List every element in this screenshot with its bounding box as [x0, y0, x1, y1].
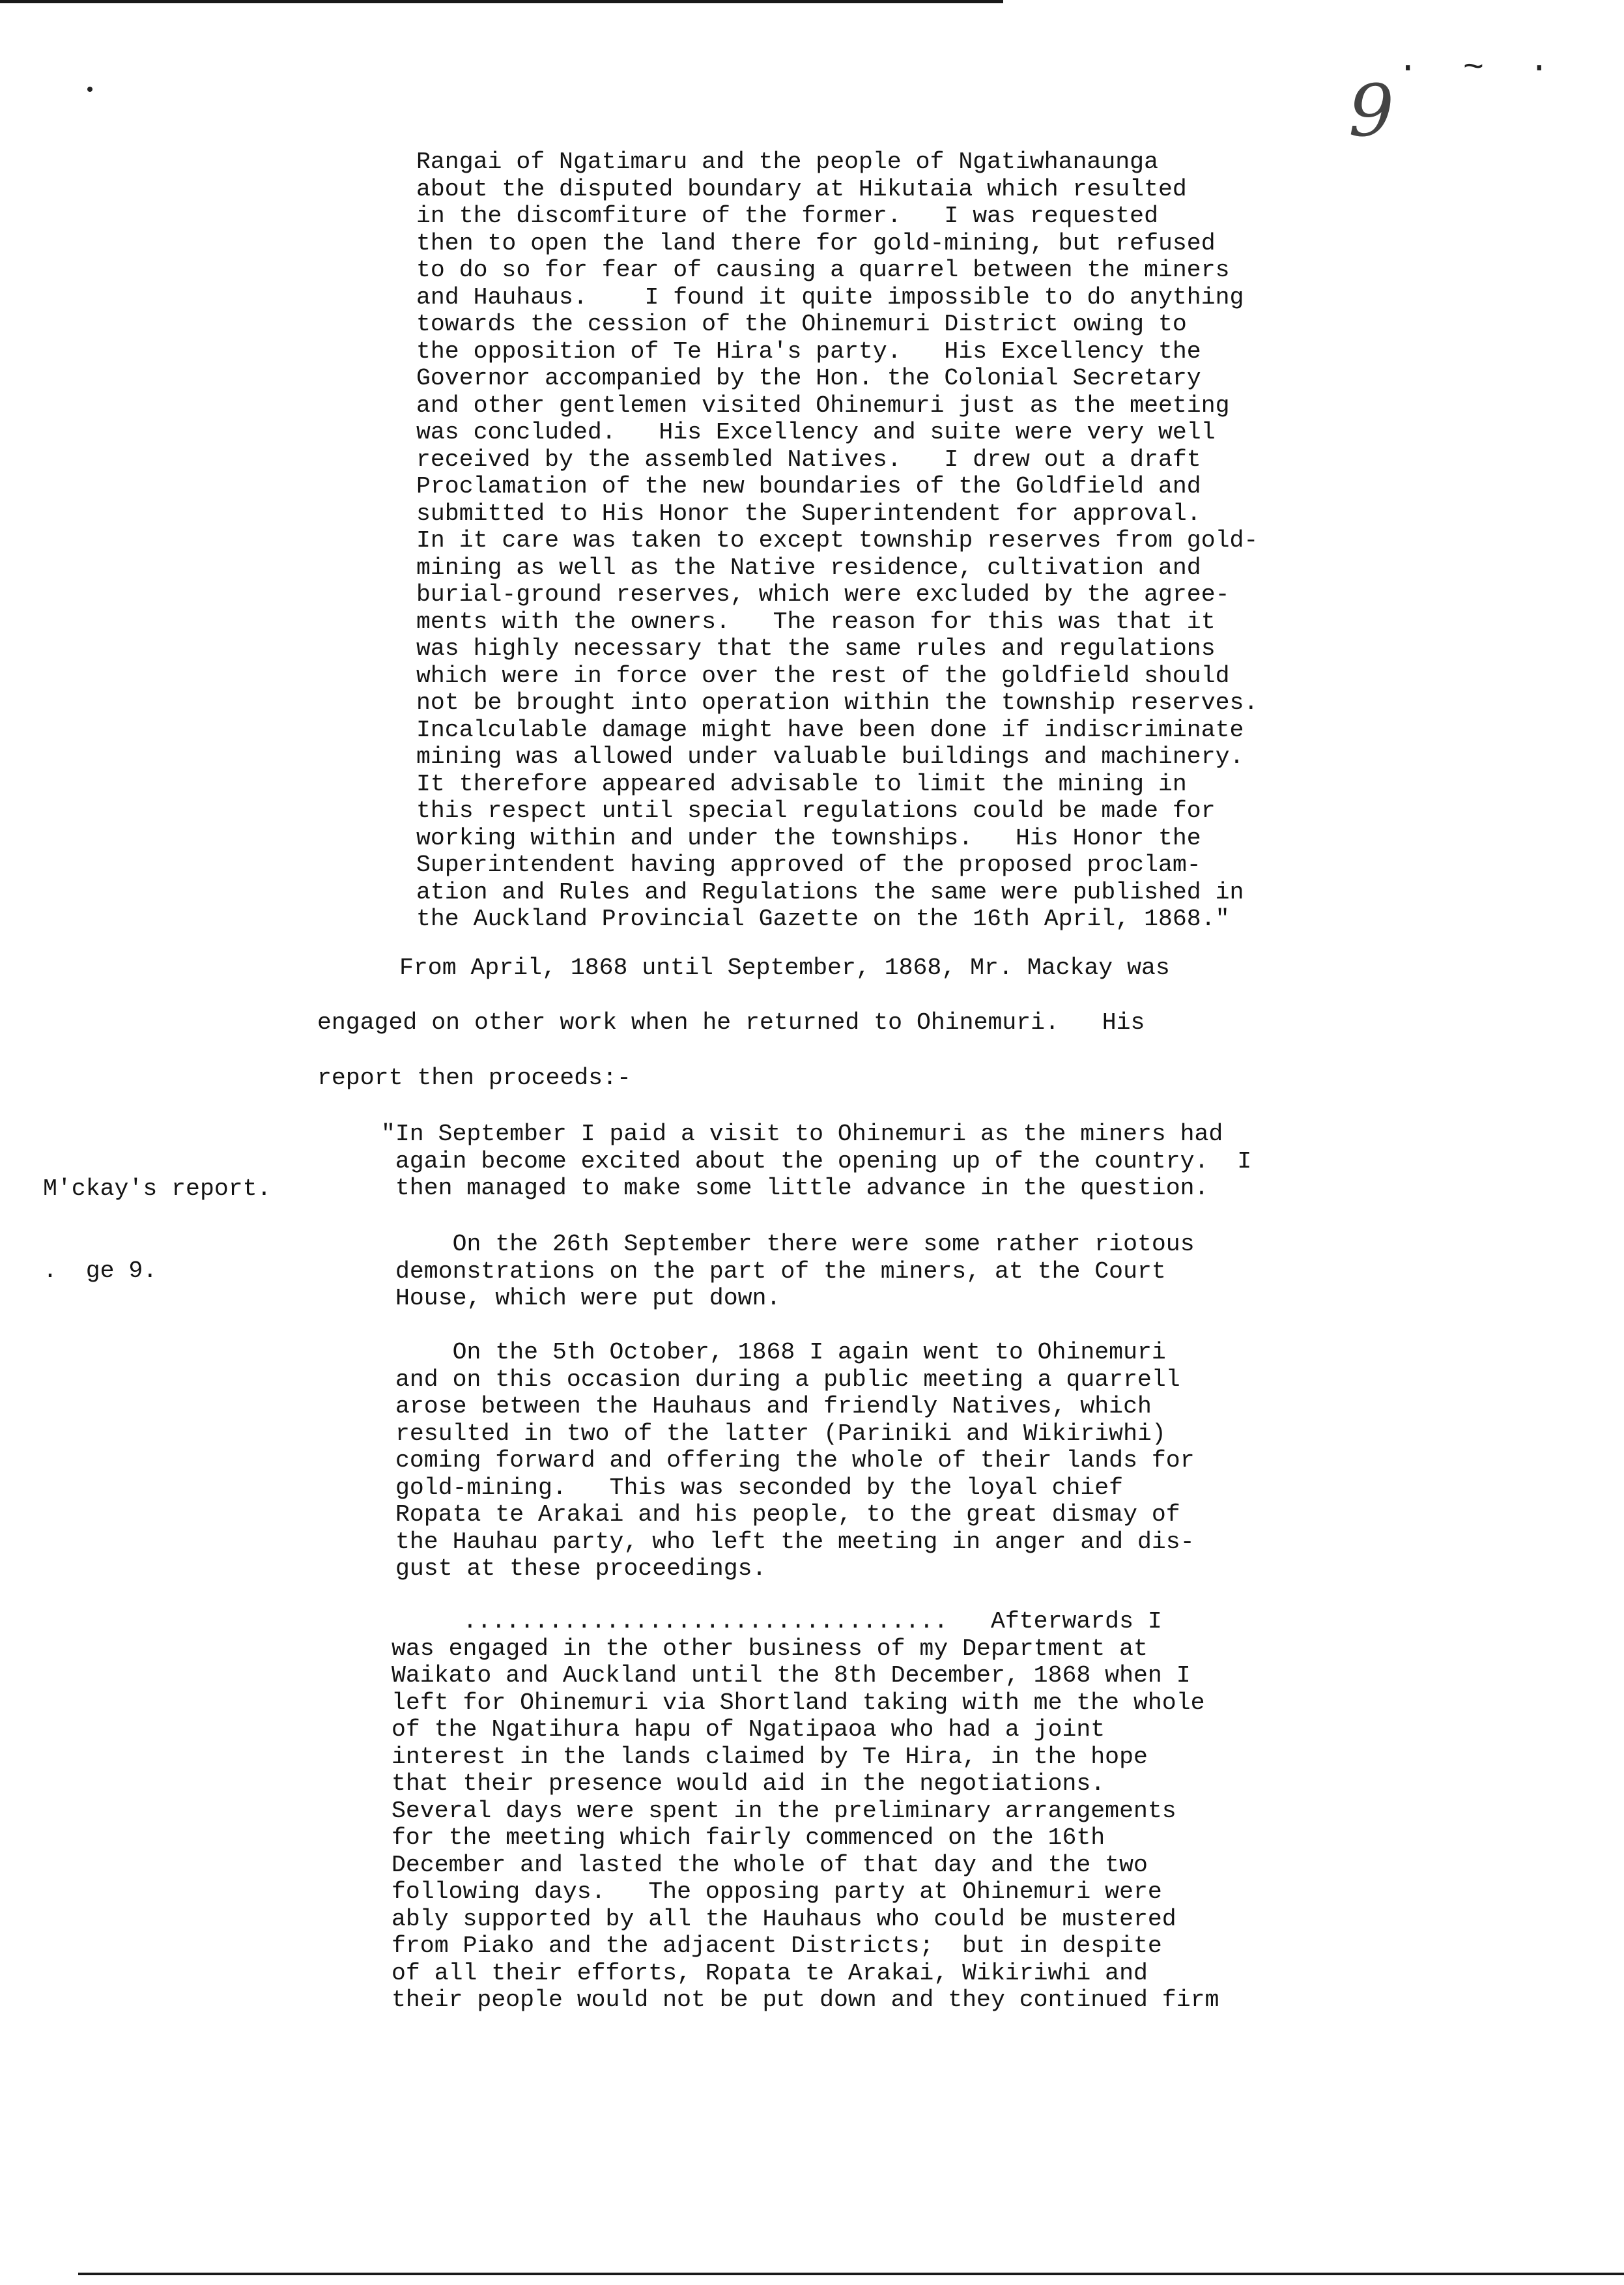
quote-block-2-line: again become excited about the opening up of the country. I	[381, 1147, 1252, 1175]
quote-block-5-line: left for Ohinemuri via Shortland taking with me the whole	[392, 1689, 1205, 1716]
quote-block-4	[395, 1339, 1195, 1583]
quote-block-1-line: about the disputed boundary at Hikutaia which resulted	[416, 175, 1187, 203]
quote-block-5-line: December and lasted the whole of that day and the two	[392, 1851, 1148, 1878]
quote-block-5-line: interest in the lands claimed by Te Hira, in the hope	[392, 1743, 1148, 1770]
quote-block-5-line: Several days were spent in the preliminary arrangements	[392, 1797, 1176, 1824]
quote-block-1-line: to do so for fear of causing a quarrel between the miners	[416, 257, 1230, 283]
quote-block-1-line: was concluded. His Excellency and suite were very well	[416, 419, 1216, 446]
quote-block-1-line: Incalculable damage might have been done if indiscriminate	[416, 716, 1244, 743]
quote-block-1-line: It therefore appeared advisable to limit the mining in	[416, 770, 1187, 798]
quote-block-5-line: for the meeting which fairly commenced on the 16th	[392, 1824, 1105, 1851]
quote-block-5-line: that their presence would aid in the negotiations.	[392, 1770, 1105, 1797]
quote-block-5-line: of the Ngatihura hapu of Ngatipaoa who had a joint	[392, 1716, 1105, 1743]
quote-block-1-line: ation and Rules and Regulations the same were published in	[416, 878, 1244, 906]
quote-block-1-line: and Hauhaus. I found it quite impossible to do anything	[416, 283, 1244, 311]
narrative-line-2: engaged on other work when he returned to Ohinemuri. His	[317, 1009, 1145, 1036]
quote-block-1-line: this respect until special regulations could be made for	[416, 798, 1216, 824]
quote-block-4-line: and on this occasion during a public meeting a quarrell	[395, 1366, 1180, 1393]
quote-block-1-line: mining was allowed under valuable buildings and machinery.	[416, 743, 1244, 770]
quote-block-4-line: arose between the Hauhaus and friendly Natives, which	[395, 1393, 1152, 1420]
corner-marks: · ~ ·	[1397, 49, 1562, 89]
quote-block-1-line: towards the cession of the Ohinemuri District owing to	[416, 311, 1187, 338]
narrative-line-1: From April, 1868 until September, 1868, Mr. Mackay was	[399, 955, 1170, 981]
quote-block-4-line: coming forward and offering the whole of their lands for	[395, 1447, 1195, 1474]
margin-note-line-1: M'ckay's report.	[43, 1175, 272, 1202]
quote-block-5-line: from Piako and the adjacent Districts; but in despite	[392, 1933, 1162, 1959]
quote-block-2	[381, 1121, 1251, 1202]
quote-block-1-line: Rangai of Ngatimaru and the people of Ngatiwhanaunga	[416, 149, 1158, 175]
quote-block-2-line: then managed to make some little advance in the question.	[381, 1175, 1209, 1201]
quote-block-4-line: Ropata te Arakai and his people, to the great dismay of	[395, 1501, 1180, 1528]
quote-block-4-line: resulted in two of the latter (Pariniki and Wikiriwhi)	[395, 1420, 1166, 1447]
quote-block-4-line: gust at these proceedings.	[395, 1555, 767, 1582]
quote-block-4-line: gold-mining. This was seconded by the loyal chief	[395, 1474, 1124, 1501]
quote-block-1-line: which were in force over the rest of the goldfield should	[416, 662, 1230, 689]
quote-block-5-line: their people would not be put down and they continued firm	[392, 1987, 1219, 2013]
top-edge-rule	[0, 0, 1003, 3]
quote-block-1-line: In it care was taken to except township reserves from gold-	[416, 527, 1259, 554]
quote-block-3	[395, 1231, 1195, 1312]
quote-block-5-line: following days. The opposing party at Ohinemuri were	[392, 1878, 1162, 1905]
quote-block-3-line: House, which were put down.	[395, 1285, 781, 1312]
quote-block-4-line: the Hauhau party, who left the meeting in anger and dis-	[395, 1528, 1195, 1555]
quote-block-1-line: received by the assembled Natives. I drew out a draft	[416, 446, 1201, 473]
margin-note-line-2: . ge 9.	[43, 1257, 158, 1284]
quote-block-5-line: was engaged in the other business of my Department at	[392, 1635, 1148, 1662]
scan-speck	[87, 87, 93, 92]
quote-block-1-line: submitted to His Honor the Superintendent for approval.	[416, 500, 1201, 527]
quote-block-5	[392, 1608, 1219, 2014]
quote-block-1-line: burial-ground reserves, which were excluded by the agree-	[416, 581, 1230, 608]
quote-block-3-line: On the 26th September there were some rather riotous	[395, 1231, 1195, 1257]
quote-block-1-line: Governor accompanied by the Hon. the Colonial Secretary	[416, 365, 1201, 392]
quote-block-1-line: the opposition of Te Hira's party. His Excellency the	[416, 338, 1201, 365]
quote-block-1-line: then to open the land there for gold-mining, but refused	[416, 229, 1216, 257]
quote-block-1	[416, 149, 1258, 933]
bottom-edge-rule	[78, 2273, 1624, 2275]
quote-block-1-line: was highly necessary that the same rules and regulations	[416, 635, 1216, 662]
quote-block-1-line: the Auckland Provincial Gazette on the 16th April, 1868."	[416, 906, 1230, 932]
quote-block-1-line: and other gentlemen visited Ohinemuri just as the meeting	[416, 392, 1230, 419]
quote-block-1-line: in the discomfiture of the former. I was requested	[416, 203, 1158, 229]
quote-block-1-line: Proclamation of the new boundaries of the Goldfield and	[416, 473, 1201, 500]
quote-block-1-line: working within and under the townships. His Honor the	[416, 824, 1201, 852]
quote-block-5-line: Waikato and Auckland until the 8th December, 1868 when I	[392, 1662, 1191, 1689]
quote-block-5-line: .................................. Afterwards I	[392, 1608, 1162, 1635]
quote-block-5-line: of all their efforts, Ropata te Arakai, Wikiriwhi and	[392, 1959, 1148, 1987]
quote-block-5-line: ably supported by all the Hauhaus who could be mustered	[392, 1905, 1176, 1933]
quote-block-2-line: "In September I paid a visit to Ohinemuri as the miners had	[381, 1121, 1223, 1147]
page-number: 9	[1348, 69, 1394, 152]
quote-block-1-line: mining as well as the Native residence, cultivation and	[416, 554, 1201, 581]
margin-note	[43, 1121, 271, 1312]
quote-block-1-line: not be brought into operation within the township reserves.	[416, 689, 1259, 716]
quote-block-1-line: Superintendent having approved of the proposed proclam-	[416, 852, 1201, 878]
quote-block-4-line: On the 5th October, 1868 I again went to Ohinemuri	[395, 1339, 1166, 1366]
quote-block-3-line: demonstrations on the part of the miners, at the Court	[395, 1257, 1166, 1285]
narrative-line-3: report then proceeds:-	[317, 1065, 631, 1091]
quote-block-1-line: ments with the owners. The reason for this was that it	[416, 608, 1216, 635]
